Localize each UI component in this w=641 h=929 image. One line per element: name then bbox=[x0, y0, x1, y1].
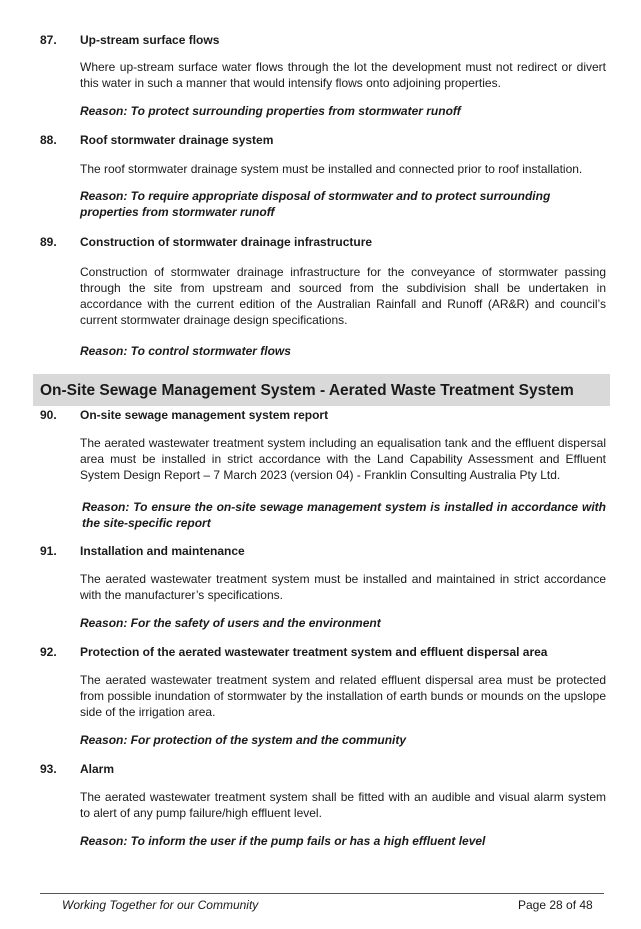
condition-title: Alarm bbox=[80, 762, 115, 776]
section-heading bbox=[33, 374, 610, 406]
condition-title: Roof stormwater drainage system bbox=[80, 133, 274, 147]
condition-number: 93. bbox=[40, 762, 57, 776]
condition-number: 89. bbox=[40, 235, 57, 249]
condition-reason: Reason: For protection of the system and the community bbox=[80, 733, 407, 747]
condition-body: The aerated wastewater treatment system must be installed and maintained in strict accordance with the manufacturer’s specifications. bbox=[80, 572, 606, 602]
condition-number: 92. bbox=[40, 645, 57, 659]
condition-body: The roof stormwater drainage system must be installed and connected prior to roof installation. bbox=[80, 162, 583, 176]
condition-body: Where up-stream surface water flows through the lot the development must not redirect or divert this water in such a manner that would intensify flows onto adjoining properties. bbox=[80, 60, 606, 90]
page-number: Page 28 of 48 bbox=[518, 898, 593, 912]
condition-number: 88. bbox=[40, 133, 57, 147]
condition-reason: Reason: For the safety of users and the environment bbox=[80, 616, 381, 630]
condition-title: On-site sewage management system report bbox=[80, 408, 329, 422]
condition-number: 91. bbox=[40, 544, 57, 558]
condition-reason: Reason: To ensure the on-site sewage management system is installed in accordance with the site-specific report bbox=[82, 500, 606, 530]
condition-reason: Reason: To inform the user if the pump fails or has a high effluent level bbox=[80, 834, 486, 848]
condition-body: The aerated wastewater treatment system shall be fitted with an audible and visual alarm system to alert of any pump failure/high effluent level. bbox=[80, 790, 606, 820]
condition-title: Protection of the aerated wastewater treatment system and effluent dispersal area bbox=[80, 645, 548, 659]
condition-title: Up-stream surface flows bbox=[80, 33, 220, 47]
section-title: On-Site Sewage Management System - Aerated Waste Treatment System bbox=[40, 382, 574, 399]
condition-reason: Reason: To require appropriate disposal of stormwater and to protect surrounding properties from stormwater runoff bbox=[80, 189, 551, 219]
footer-tagline: Working Together for our Community bbox=[62, 898, 259, 912]
condition-number: 90. bbox=[40, 408, 57, 422]
condition-title: Construction of stormwater drainage infrastructure bbox=[80, 235, 373, 249]
condition-number: 87. bbox=[40, 33, 57, 47]
condition-reason: Reason: To protect surrounding properties from stormwater runoff bbox=[80, 104, 461, 118]
condition-body: The aerated wastewater treatment system including an equalisation tank and the effluent dispersal area must be installed in strict accordance with the Land Capability Assessment and Effluent System Design Report – 7 March 2023 (version 04) - Franklin Consulting Australia Pty Ltd. bbox=[80, 436, 606, 482]
condition-body: The aerated wastewater treatment system and related effluent dispersal area must be protected from possible inundation of stormwater by the installation of earth bunds or mounds on the upslope side of the irrigation area. bbox=[80, 673, 606, 719]
condition-title: Installation and maintenance bbox=[80, 544, 245, 558]
footer-divider bbox=[40, 893, 604, 894]
condition-body: Construction of stormwater drainage infrastructure for the conveyance of stormwater passing through the site from upstream and sourced from the subdivision shall be undertaken in accordance with the current edition of the Australian Rainfall and Runoff (AR&R) and council’s current stormwater drainage design specifications. bbox=[80, 265, 606, 327]
condition-reason: Reason: To control stormwater flows bbox=[80, 344, 291, 358]
